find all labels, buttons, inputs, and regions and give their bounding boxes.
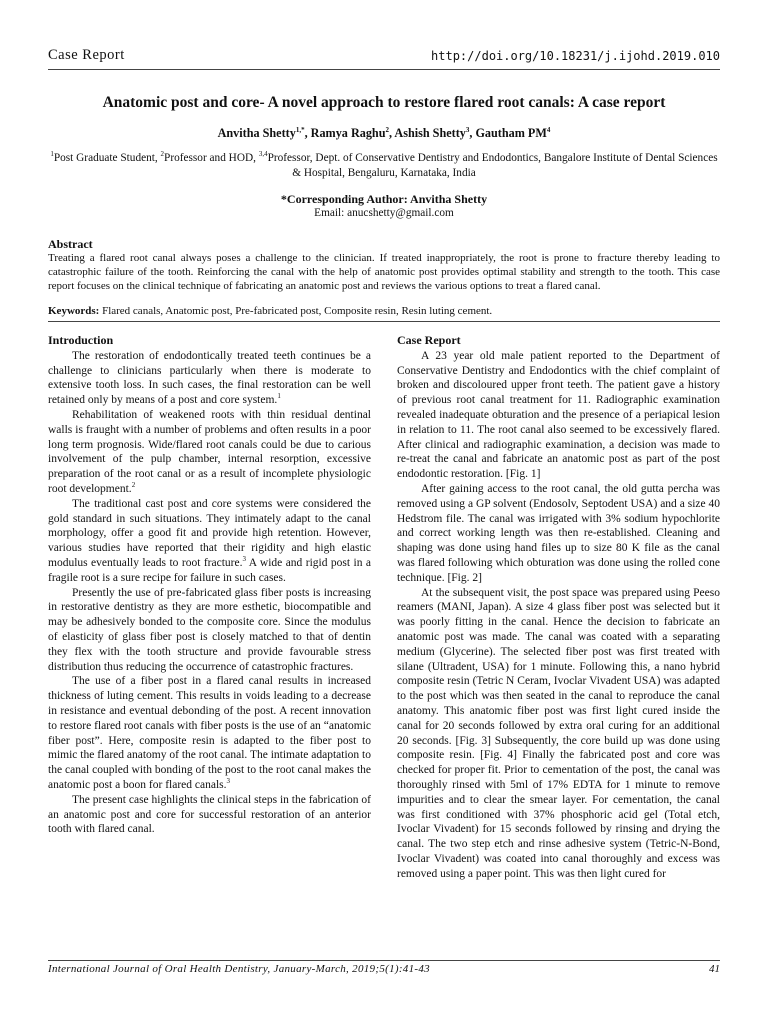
abstract-heading: Abstract [48, 237, 93, 251]
author-sup: 2 [385, 125, 389, 134]
header-rule [48, 69, 720, 70]
ref-sup: 3 [242, 555, 246, 564]
author-name: Gautham PM [475, 126, 547, 140]
paragraph: At the subsequent visit, the post space was prepared using Peeso reamers (MANI, Japan). A size 4 glass fiber post was selected but it was poorly fitting in the canal. Hence the decision to fabricate an anatomic post was made. The canal was coated with a separating medium (Glycerine). The selected fiber post was first treated with silane (Ultradent, USA) for 1 minute. Following this, a nano hybrid composite resin (Tetric N Ceram, Ivoclar Vivadent USA) was adapted to the post which was then seated in the canal to reproduce the canal anatomy. This anatomic fiber post was first light cured inside the canal for 20 seconds followed by extra oral curing for an additional 20 seconds. [Fig. 3] Subsequently, the core build up was done using composite resin. [Fig. 4] Finally the fabricated post and core was checked for proper fit. Prior to cementation of the post, the canal was thoroughly rinsed with 5ml of 17% EDTA for 1 minute to remove impurities and to clear the smear layer. For cementation, the canal was first conditioned with 37% phosphoric acid gel (Total etch, Ivoclar Vivadent) for 15 seconds followed by rinsing and drying the canal. The two step etch and rinse adhesive system (Tetric-N-Bond, Ivoclar Vivadent) was coated into canal thoroughly and excess was removed using a paper point. This was then light cured for [397, 586, 720, 880]
doi-link[interactable]: http://doi.org/10.18231/j.ijohd.2019.010 [431, 49, 720, 63]
paper-title: Anatomic post and core- A novel approach to restore flared root canals: A case report [102, 94, 666, 111]
para-text: A wide and rigid post in a fragile root is a sure recipe for failure in such cases. [48, 556, 372, 584]
author-name: Anvitha Shetty [217, 126, 296, 140]
ref-sup: 1 [277, 392, 281, 401]
author-name: Ashish Shetty [394, 126, 466, 140]
author-sup: 4 [546, 125, 551, 134]
affil-text: Professor and HOD, [164, 152, 259, 164]
affil-sup: 2 [160, 150, 165, 159]
paragraph [48, 408, 371, 497]
keywords-rule [48, 321, 720, 322]
abstract-text: Treating a flared root canal always poses a challenge to the clinician. If treated inappropriately, the root is prone to fracture thereby leading to catastrophic failure of the tooth. Reinforcing the canal with the help of anatomic post provides optimal stability and strength to the tooth. This case report focuses on the clinical technique of fabricating an anatomic post and reviews the various options to treat a flared canal. [48, 252, 720, 292]
email[interactable]: Email: anucshetty@gmail.com [314, 207, 454, 219]
author-sup: 1,* [295, 125, 305, 134]
page-number: 41 [709, 963, 720, 975]
paragraph: The present case highlights the clinical steps in the fabrication of an anatomic post and core for successful restoration of an anterior tooth with flared canal. [48, 793, 371, 836]
ref-sup: 2 [131, 481, 136, 490]
affiliations [48, 151, 720, 181]
right-column [397, 333, 720, 881]
affil-sup: 1 [50, 150, 54, 159]
paragraph [48, 497, 371, 586]
author-sup: 3 [465, 125, 470, 134]
paragraph: After gaining access to the root canal, the old gutta percha was removed using a GP solvent (Endosolv, Septodent USA) and a size 40 Hedstrom file. The canal was irrigated with 3% sodium hypochlorite and correct working length was then re-established. Cleaning and shaping was done using hand files up to size 80 K file as the canal was flared following which obturation was done using the rolled cone technique. [Fig. 2] [397, 482, 720, 584]
paragraph: A 23 year old male patient reported to the Department of Conservative Dentistry and Endodontics with the chief complaint of broken and discoloured upper front teeth. The patient gave a history of previous root canal treatment for 11. Radiographic examination revealed inadequate obturation and the presence of a periapical lesion in relation to 11. The root canal also seemed to be excessively flared. After clinical and radiographic examination, a decision was made to re-treat the canal and fabricate an anatomic post as part of the post endodontic restoration. [Fig. 1] [397, 349, 720, 481]
ref-sup: 3 [226, 777, 231, 786]
case-heading: Case Report [397, 333, 461, 347]
para-text: The traditional cast post and core systems were considered the gold standard in such situations. They intimately adapt to the canal morphology, offer a good fit and provide high retention. However, various studies have reported that their rigidity and high elastic modulus eventually leads to root fracture. [48, 497, 371, 569]
affil-text: Professor, Dept. of Conservative Dentistry and Endodontics, Bangalore Institute of Dental Sciences & Hospital, Bengaluru, Karnataka, India [267, 152, 718, 179]
para-text: The use of a fiber post in a flared canal results in increased thickness of luting cement. This results in voids leading to a decrease in resistance and eventual debonding of the post. A recent innovation to restore flared root canals with fiber posts is the use of an “anatomic fiber post”. Here, composite resin is adapted to the fiber post to mimic the flared anatomy of the root canal. The intimate adaptation to the canal coupled with bonding of the post to the root canal makes the anatomic post a boon for flared canals. [48, 675, 371, 791]
para-text: The restoration of endodontically treated teeth continues be a challenge to clinicians particularly when there is moderate to extensive tooth loss. In such cases, the final restoration can be well retained only by means of a post and core system. [48, 349, 371, 407]
left-column [48, 333, 371, 837]
affil-text: Post Graduate Student, [53, 152, 161, 164]
keywords-label: Keywords: [48, 305, 100, 317]
keywords-text: Flared canals, Anatomic post, Pre-fabricated post, Composite resin, Resin luting cement. [99, 305, 493, 317]
affil-sup: 3,4 [258, 150, 268, 159]
corresponding-author: *Corresponding Author: Anvitha Shetty [280, 192, 488, 206]
paragraph: Presently the use of pre-fabricated glass fiber posts is increasing in restorative dentistry as they are more esthetic, biocompatible and may be adhesively bonded to the composite core. Since the modulus of elasticity of glass fiber post is closely matched to that of dentin they flex with the tooth structure and provide favourable stress distribution thus reducing the occurrence of catastrophic fractures. [48, 586, 371, 673]
para-text: Rehabilitation of weakened roots with thin residual dentinal walls is fraught with a number of problems and often results in a poor long term prognosis. Wide/flared root canals could be due to carious involvement of the pulp chamber, internal resorption, excessive preparation of the root canal or as a result of incomplete physiologic root development. [48, 408, 371, 495]
journal-citation: International Journal of Oral Health Dentistry, January-March, 2019;5(1):41-43 [48, 963, 430, 975]
running-header [48, 47, 720, 69]
footer-rule [48, 960, 720, 961]
paragraph [48, 674, 371, 792]
article-type: Case Report [48, 47, 125, 63]
author-name: Ramya Raghu [310, 126, 386, 140]
author-list: Anvitha Shetty$^{1,*}$, Ramya Raghu$^2$, Ashish Shetty$^3$, Gautham $PM^4$ [217, 125, 551, 140]
intro-heading: Introduction [48, 333, 114, 347]
keywords [48, 305, 720, 317]
paragraph [48, 349, 371, 408]
